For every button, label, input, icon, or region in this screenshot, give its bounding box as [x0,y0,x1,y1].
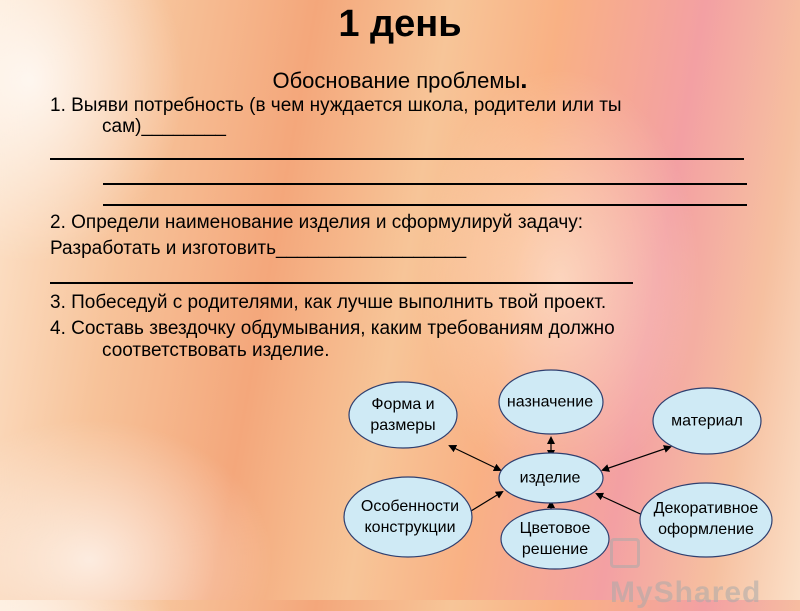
item2-line1: 2. Определи наименование изделия и сформулируй задачу: [50,212,584,233]
node-forma-label [370,394,435,436]
item3: 3. Побеседуй с родителями, как лучше выполнить твой проект. [50,292,607,313]
subtitle-dot: . [520,64,528,94]
item4-line2: соответствовать изделие. [102,340,330,361]
item2-line2: Разработать и изготовить__________________ [50,238,467,259]
node-osobennosti-label [361,496,459,538]
node-naznachenie-label: назначение [506,393,594,411]
node-cvet-label [520,518,591,560]
node-forma-line1: Форма и [371,396,435,413]
watermark-text: MyShared [610,576,762,609]
item4-line1: 4. Составь звездочку обдумывания, каким требованиям должно [50,318,615,339]
subtitle-text: Обоснование проблемы [272,68,521,93]
node-material-label: материал [671,412,743,430]
item1-line1: 1. Выяви потребность (в чем нуждается школа, родители или ты [50,95,622,116]
node-dekor-line2: оформление [658,521,754,538]
node-osobennosti-line1: Особенности [360,498,460,515]
arrow-forma [450,446,500,470]
node-cvet-line2: решение [521,541,589,558]
node-dekor-label [654,498,759,540]
node-dekor-line1: Декоративное [653,500,759,517]
slide-title: 1 день [338,3,462,45]
chart-logo-icon [610,538,640,568]
item1-line2: сам)________ [102,116,226,137]
watermark-logo [610,538,790,609]
node-cvet-line1: Цветовое [519,520,591,537]
node-osobennosti-line2: конструкции [364,519,456,536]
node-center-label: изделие [519,469,581,487]
arrow-material [603,447,670,470]
node-forma-line2: размеры [370,417,436,434]
